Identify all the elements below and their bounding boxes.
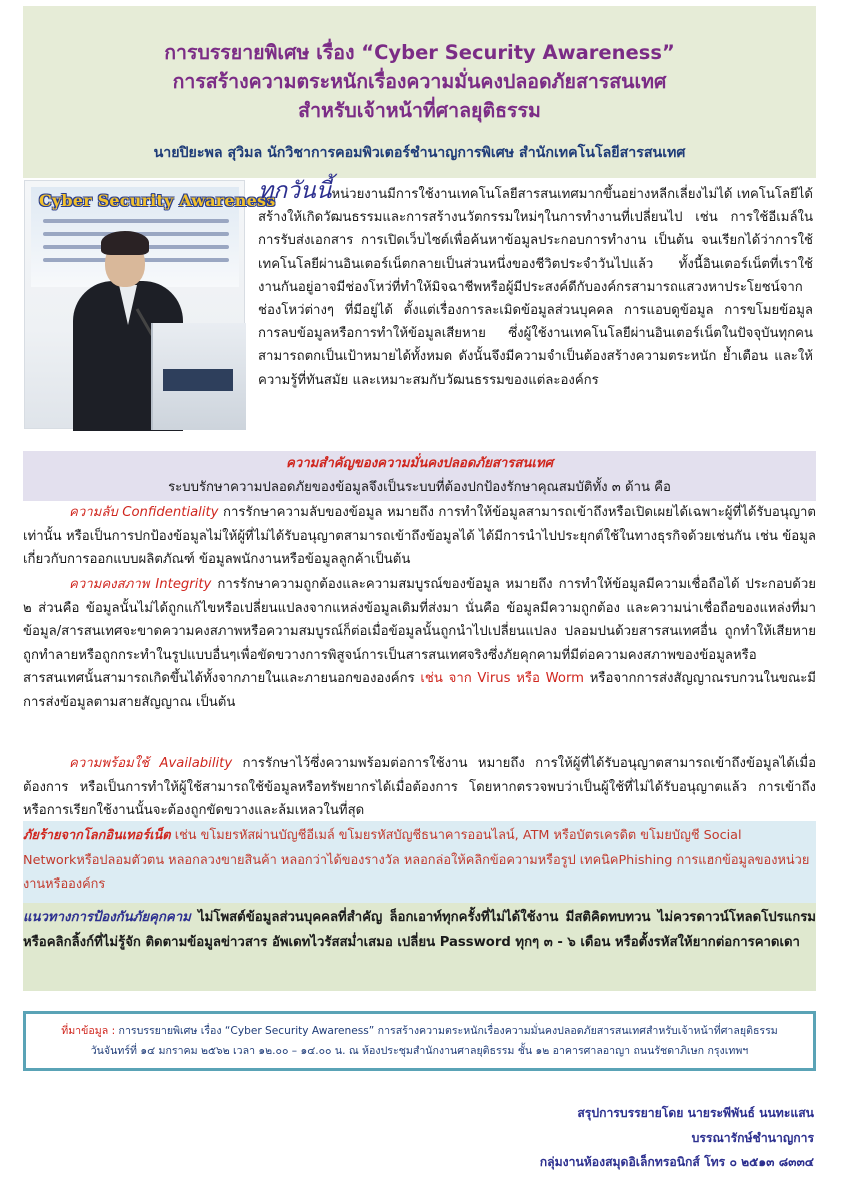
summary-line-2: บรรณารักษ์ชำนาญการ (691, 1130, 814, 1145)
intro-paragraph (258, 180, 813, 392)
confidentiality-text: การรักษาความลับของข้อมูล หมายถึง การทำให้ข้อมูลสามารถเข้าถึงหรือเปิดเผยได้เฉพาะผู้ที่ได้รับอนุญาตเท่านั้น หรือเป็นการปกป้องข้อมูลไม่ให้ผู้ที่ไม่ได้รับอนุญาตสามารถเข้าถึงข้อมูลได้ ได้มีการนำไปประยุกต์ใช้ในทางธุรกิจด้วยเช่นกัน เช่น ข้อมูลเกี่ยวกับการออกแบบผลิตภัณฑ์ ข้อมูลพนักงานหรือข้อมูลลูกค้าเป็นต้น (23, 505, 816, 568)
integrity-text-end: หรือจากการส่งสัญญาณรบกวนในขณะมีการส่งข้อมูลตามสายสัญญาณ เป็นต้น (23, 671, 816, 710)
intro-text: หน่วยงานมีการใช้งานเทคโนโลยีสารสนเทศมากขึ้นอย่างหลีกเลี่ยงไม่ได้ เทคโนโลยีได้สร้างให้เกิดวัฒนธรรมและการสร้างนวัตกรรมใหม่ๆในการทำงานที่เปลี่ยนไป เช่น การใช้อีเมล์ในการรับส่งเอกสาร การเปิดเว็บไซต์เพื่อค้นหาข้อมูลประกอบการทำงาน เป็นต้น จนเรียกได้ว่าการใช้เทคโนโลยีผ่านอินเตอร์เน็ตกลายเป็นส่วนหนึ่งของชีวิตประจำวันไปแล้ว ทั้งนี้อินเตอร์เน็ตที่เราใช้งานกันอยู่อาจมีช่องโหว่ที่ทำให้มิจฉาชีพหรือผู้มีประสงค์ดีกับองค์กรสามารถแสวงหาประโยชน์จากช่องโหว่ต่างๆ ที่มีอยู่ได้ ตั้งแต่เรื่องการละเมิดข้อมูลส่วนบุคคล การแอบดูข้อมูล การขโมยข้อมูล การลบข้อมูลหรือการทำให้ข้อมูลเสียหาย ซึ่งผู้ใช้งานเทคโนโลยีผ่านอินเตอร์เน็ตในปัจจุบันทุกคนสามารถตกเป็นเป้าหมายได้ทั้งหมด ดังนั้นจึงมีความจำเป็นต้องสร้างความตระหนัก ย้ำเตือน และให้ความรู้ที่ทันสมัย และเหมาะสมกับวัฒนธรรมของแต่ละองค์กร (258, 187, 813, 388)
protection-paragraph (23, 906, 816, 956)
integrity-highlight: เช่น จาก Virus หรือ Worm (420, 671, 584, 687)
confidentiality-paragraph (23, 501, 816, 572)
summary-line-3: กลุ่มงานห้องสมุดอิเล็กทรอนิกส์ โทร ๐ ๒๕๑๓ ๘๓๓๔ (539, 1155, 814, 1169)
photo-speaker-hair (101, 231, 149, 255)
page-title-line-2: การสร้างความตระหนักเรื่องความมั่นคงปลอดภัยสารสนเทศ (172, 70, 667, 93)
threats-text: เช่น ขโมยรหัสผ่านบัญชีอีเมล์ ขโมยรหัสบัญชีธนาคารออนไลน์, ATM หรือบัตรเครดิต ขโมยบัญชี Social Networkหรือปลอมตัวตน หลอกลวงขายสินค้า หลอกว่าได้ของรางวัล หลอกล่อให้คลิกข้อความหรือรูป เทคนิคPhishing การแฮกข้อมูลของหน่วยงานหรือองค์กร (23, 828, 810, 892)
source-line-1 (26, 1021, 813, 1041)
source-label: ที่มาข้อมูล : (61, 1025, 116, 1037)
summary-block (394, 1101, 814, 1175)
photo-banner-logo: Cyber Security Awareness (39, 191, 276, 210)
page-title-line-1: การบรรยายพิเศษ เรื่อง “Cyber Security Awareness” (164, 41, 675, 64)
confidentiality-term: ความลับ Confidentiality (69, 505, 219, 520)
source-box (23, 1011, 816, 1071)
page-title-line-3: สำหรับเจ้าหน้าที่ศาลยุติธรรม (298, 99, 541, 122)
author-line: นายปิยะพล สุวิมล นักวิชาการคอมพิวเตอร์ชำนาญการพิเศษ สำนักเทคโนโลยีสารสนเทศ (153, 145, 686, 161)
speaker-photo (24, 180, 276, 429)
importance-subheading: ระบบรักษาความปลอดภัยของข้อมูลจึงเป็นระบบที่ต้องปกป้องรักษาคุณสมบัติทั้ง ๓ ด้าน คือ (168, 480, 671, 495)
threats-heading: ภัยร้ายจากโลกอินเทอร์เน็ต (23, 828, 171, 843)
availability-paragraph (23, 752, 816, 823)
availability-term: ความพร้อมใช้ Availability (69, 756, 233, 771)
photo-podium-sign (163, 369, 233, 391)
availability-text: การรักษาไว้ซึ่งความพร้อมต่อการใช้งาน หมายถึง การให้ผู้ที่ได้รับอนุญาตสามารถเข้าถึงข้อมูลได้เมื่อต้องการ หรือเป็นการทำให้ผู้ใช้สามารถใช้ข้อมูลหรือทรัพยากรได้เมื่อต้องการ โดยหากตรวจพบว่าเป็นผู้ใช้ที่ไม่ได้รับอนุญาตแล้ว การเข้าถึงหรือการเรียกใช้งานนั้นจะต้องถูกขัดขวางและล้มเหลวในที่สุด (23, 756, 816, 819)
integrity-text: การรักษาความถูกต้องและความสมบูรณ์ของข้อมูล หมายถึง การทำให้ข้อมูลมีความเชื่อถือได้ ประกอบด้วย ๒ ส่วนคือ ข้อมูลนั้นไม่ได้ถูกแก้ไขหรือเปลี่ยนแปลงจากแหล่งข้อมูลเดิมที่ส่งมา นั่นคือ ข้อมูลมีความถูกต้อง และความน่าเชื่อถือของแหล่งที่มาข้อมูล/สารสนเทศจะขาดความคงสภาพหรือความสมบูรณ์ก็ต่อเมื่อข้อมูลนั้นถูกนำไปเปลี่ยนแปลง ปลอมปนด้วยสารสนเทศอื่น ถูกทำให้เสียหาย ถูกทำลายหรือถูกกระทำในรูปแบบอื่นๆเพื่อขัดขวางการพิสูจน์การเป็นสารสนเทศจริงซึ่งภัยคุกคามที่มีต่อความคงสภาพของข้อมูลหรือสารสนเทศนั้นสามารถเกิดขึ้นได้ทั้งจากภายในและภายนอกขององค์กร (23, 577, 816, 687)
intro-drop-word: ทุกวันนี้ (258, 178, 332, 204)
integrity-term: ความคงสภาพ Integrity (69, 577, 212, 592)
integrity-paragraph (23, 573, 816, 715)
importance-heading: ความสำคัญของความมั่นคงปลอดภัยสารสนเทศ (285, 456, 554, 471)
source-text-1: การบรรยายพิเศษ เรื่อง “Cyber Security Awareness” การสร้างความตระหนักเรื่องความมั่นคงปลอดภัยสารสนเทศสำหรับเจ้าหน้าที่ศาลยุติธรรม (115, 1025, 778, 1037)
header-box (23, 6, 816, 178)
threats-paragraph (23, 824, 816, 898)
source-line-2: วันจันทร์ที่ ๑๔ มกราคม ๒๕๖๒ เวลา ๑๒.๐๐ – ๑๔.๐๐ น. ณ ห้องประชุมสำนักงานศาลยุติธรรม ชั้น ๑๒ อาคารศาลอาญา ถนนรัชดาภิเษก กรุงเทพฯ (90, 1045, 749, 1057)
summary-line-1: สรุปการบรรยายโดย นายระพีพันธ์ นนทะแสน (577, 1106, 814, 1120)
protection-heading: แนวทางการป้องกันภัยคุกคาม (23, 910, 191, 925)
protection-text: ไม่โพสต์ข้อมูลส่วนบุคคลที่สำคัญ ล็อกเอาท์ทุกครั้งที่ไม่ได้ใช้งาน มีสติคิดทบทวน ไม่ควรดาวน์โหลดโปรแกรมหรือคลิกลิ้งก์ที่ไม่รู้จัก ติดตามข้อมูลข่าวสาร อัพเดทไวรัสสม่ำเสมอ เปลี่ยน Password ทุกๆ ๓ - ๖ เดือน หรือตั้งรหัสให้ยากต่อการคาดเดา (23, 910, 816, 950)
